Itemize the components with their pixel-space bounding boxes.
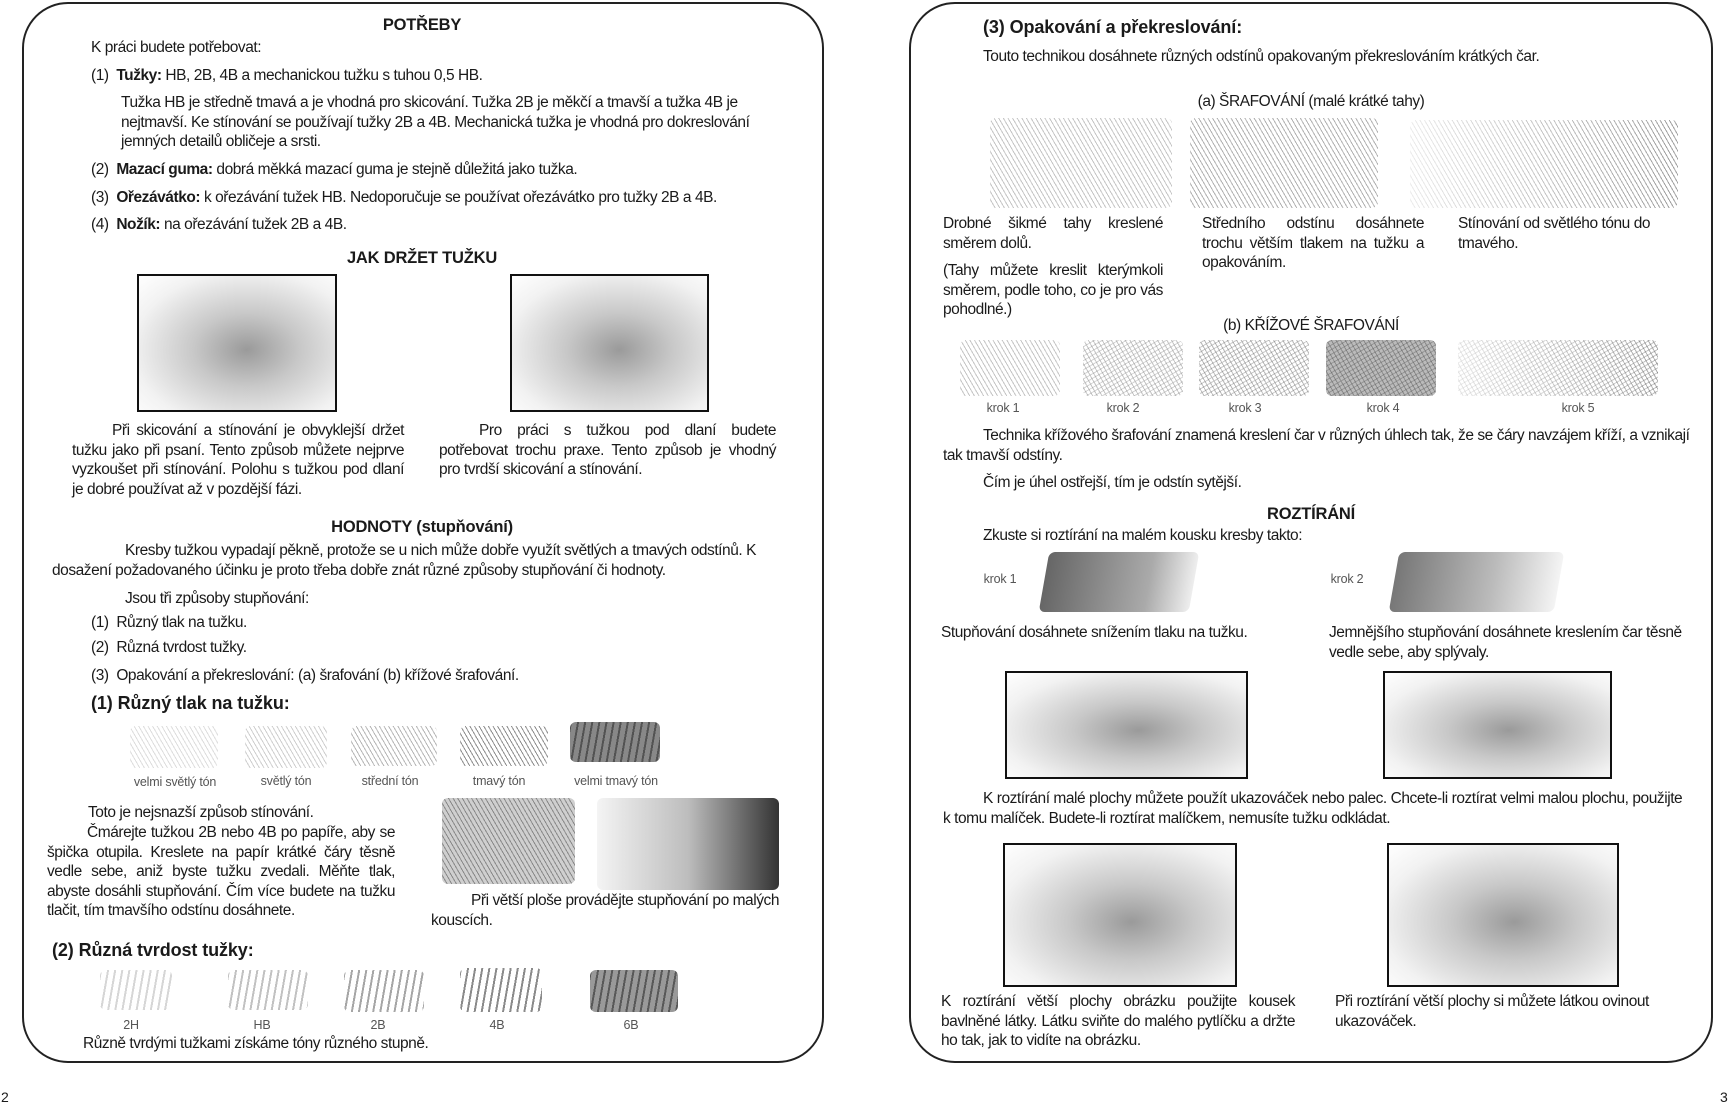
tone-swatch-very-light [130,726,218,768]
blend-swatch-2 [1389,552,1565,612]
section-title-holding: JAK DRŽET TUŽKU [346,249,498,267]
pressure-text-1: Toto je nejsnazší způsob stínování. [88,804,314,821]
finger-text: K roztírání malé plochy můžete použít ukazováček nebo palec. Chcete-li roztírat velmi malou plochu, použijte k tomu malíček. Budete-li roztírat malíčkem, nemusíte tužku odkládat. [943,790,1683,827]
item-label: Ořezávátko: [116,189,201,206]
item-text: dobrá měkká mazací guma je stejně důležitá jako tužka. [212,161,578,178]
item-number: (4) [91,216,109,233]
hardness-text: Různě tvrdými tužkami získáme tóny různého stupně. [83,1035,429,1052]
supply-item [91,160,577,180]
grade-label: 6B [623,1018,639,1032]
hatch-swatch-light [990,118,1172,208]
hold-left-text: Při skicování a stínování je obvyklejší držet tužku jako při psaní. Tento způsob můžete nejprve vyzkoušet při stínování. Polohu s tužkou pod dlaní je dobré používat až v pozdější fázi. [72,422,404,498]
hatch-col-2: Středního odstínu dosáhnete trochu větším tlakem na tužku a opakováním. [1202,215,1424,271]
repeat-intro: Touto technikou dosáhnete různých odstínů opakovaným překreslováním krátkých čar. [983,48,1540,65]
item-number: (2) [91,639,109,656]
pressure-heading: (1) Různý tlak na tužku: [91,693,290,713]
cross-step-3 [1199,340,1309,396]
item-label: Tužky: [116,67,162,84]
supply-item [91,66,482,86]
hand-writing-grip-image [137,274,337,412]
page-number-left: 2 [1,1089,9,1105]
hand-underhand-grip-image [510,274,709,412]
item-number: (3) [91,667,109,684]
page-number-right: 3 [1720,1089,1728,1105]
grade-label: 2H [123,1018,139,1032]
grade-swatch-HB [228,970,308,1010]
values-intro: Kresby tužkou vypadají pěkně, protože se u nich může dobře využít světlých a tmavých odstínů. K dosažení požadovaného účinku je proto třeba dobře znát různé způsoby stupňování či hodnoty. [52,542,756,579]
supplies-intro: K práci budete potřebovat: [91,39,262,56]
cross-text-2: Čím je úhel ostřejší, tím je odstín sytější. [983,474,1242,491]
grade-label: 4B [489,1018,505,1032]
way-item [91,613,247,633]
cross-step-4 [1326,340,1436,396]
cross-step-2 [1083,340,1183,396]
blend-right-text: Jemnějšího stupňování dosáhnete kreslením čar těsně vedle sebe, aby splývaly. [1329,624,1682,661]
item-text: Různý tlak na tužku. [116,614,247,631]
item-number: (3) [91,189,109,206]
item-text: k ořezávání tužek HB. Nedoporučuje se používat ořezávátko pro tužky 2B a 4B. [200,189,717,206]
cloth-pouch-image [1003,843,1237,987]
hatch-swatch-gradient [1410,120,1678,208]
cross-step-1 [960,340,1060,396]
grade-swatch-2B [344,970,424,1012]
item-label: Mazací guma: [116,161,213,178]
pencil-note: Tužka HB je středně tmavá a je vhodná pro skicování. Tužka 2B je měkčí a tmavší a tužka 4B je nejtmavší. Ke stínování se používají tužky 2B a 4B. Mechanická tužka je vhodná pro dokreslování jemných detailů obličeje a srsti. [121,94,750,150]
grade-swatch-2H [100,970,172,1010]
step-label: krok 1 [986,401,1020,415]
tone-swatch-light [245,726,327,768]
grade-swatch-4B [460,968,542,1012]
grade-label: 2B [370,1018,386,1032]
tone-swatch-very-dark [570,722,660,762]
pressure-text-2: Čmárejte tužkou 2B nebo 4B po papíře, aby se špička otupila. Kreslete na papír krátké čáry těsně vedle sebe, aniž byste tužku zvedali. Měňte tlak, abyste dosáhli stupňování. Čím více budete na tužku tlačit, tím tmavšího odstínu dosáhnete. [47,824,395,919]
blend-swatch-1 [1039,552,1200,612]
section-title-supplies: POTŘEBY [382,16,462,34]
item-number: (1) [91,67,109,84]
hardness-heading: (2) Různá tvrdost tužky: [52,940,254,960]
tone-label: velmi světlý tón [133,775,217,789]
cloth-finger-image [1387,843,1619,987]
supply-item [91,215,347,235]
tone-swatch-mid [351,726,437,766]
hatch-swatch-mid [1190,118,1378,208]
tone-swatch-dark [460,726,548,766]
cross-text: Technika křížového šrafování znamená kreslení čar v různých úhlech tak, že se čáry navzájem kříží, a vznikají tak tmavší odstíny. [943,427,1690,464]
hatching-title: (a) ŠRAFOVÁNÍ (malé krátké tahy) [1197,93,1425,110]
pressure-text-3: Při větší ploše provádějte stupňování po malých kouscích. [431,892,779,929]
item-text: Různá tvrdost tužky. [116,639,247,656]
blend-step-label: krok 2 [1330,572,1364,586]
blending-intro: Zkuste si roztírání na malém kousku kresby takto: [983,527,1303,544]
tone-label: tmavý tón [472,774,526,788]
blend-left-text: Stupňování dosáhnete snížením tlaku na tužku. [941,624,1248,641]
tone-label: střední tón [361,774,419,788]
item-text: na ořezávání tužek 2B a 4B. [160,216,347,233]
hatch-col-3: Stínování od světlého tónu do tmavého. [1458,215,1651,252]
way-item [91,638,247,658]
grade-label: HB [253,1018,271,1032]
ways-intro: Jsou tři způsoby stupňování: [125,590,309,607]
hatch-col-1: Drobné šikmé tahy kreslené směrem dolů. [943,215,1163,252]
cloth-right-text: Při roztírání větší plochy si můžete látkou ovinout ukazováček. [1335,993,1649,1030]
hold-right-text: Pro práci s tužkou pod dlaní budete potřebovat trochu praxe. Tento způsob je vhodný pro tvrdší skicování a stínování. [439,422,776,478]
item-text: Opakování a překreslování: (a) šrafování (b) křížové šrafování. [116,667,519,684]
step-label: krok 3 [1228,401,1262,415]
cross-hatching-title: (b) KŘÍŽOVÉ ŠRAFOVÁNÍ [1223,317,1399,334]
grade-swatch-6B [590,970,678,1012]
item-number: (2) [91,161,109,178]
large-area-swatch [442,798,575,884]
way-item [91,666,519,686]
hatch-note: (Tahy můžete kreslit kterýmkoli směrem, podle toho, co je pro vás pohodlné.) [943,262,1163,318]
section-title-values: HODNOTY (stupňování) [331,518,513,536]
step-label: krok 4 [1366,401,1400,415]
cross-step-5 [1458,340,1658,396]
item-label: Nožík: [116,216,161,233]
cloth-left-text: K roztírání větší plochy obrázku použijte kousek bavlněné látky. Látku sviňte do malého pytlíčku a držte ho tak, jak to vidíte na obrázku. [941,993,1295,1049]
step-label: krok 2 [1106,401,1140,415]
tone-label: světlý tón [260,774,312,788]
finger-blending-image [1005,671,1248,779]
item-text: HB, 2B, 4B a mechanickou tužku s tuhou 0,5 HB. [161,67,483,84]
repeat-heading: (3) Opakování a překreslování: [983,17,1243,37]
step-label: krok 5 [1561,401,1595,415]
supply-item [91,188,717,208]
thumb-blending-image [1383,671,1612,779]
item-number: (1) [91,614,109,631]
gradient-swatch [597,798,779,890]
blending-title: ROZTÍRÁNÍ [1266,505,1356,523]
blend-step-label: krok 1 [983,572,1017,586]
tone-label: velmi tmavý tón [574,774,658,788]
